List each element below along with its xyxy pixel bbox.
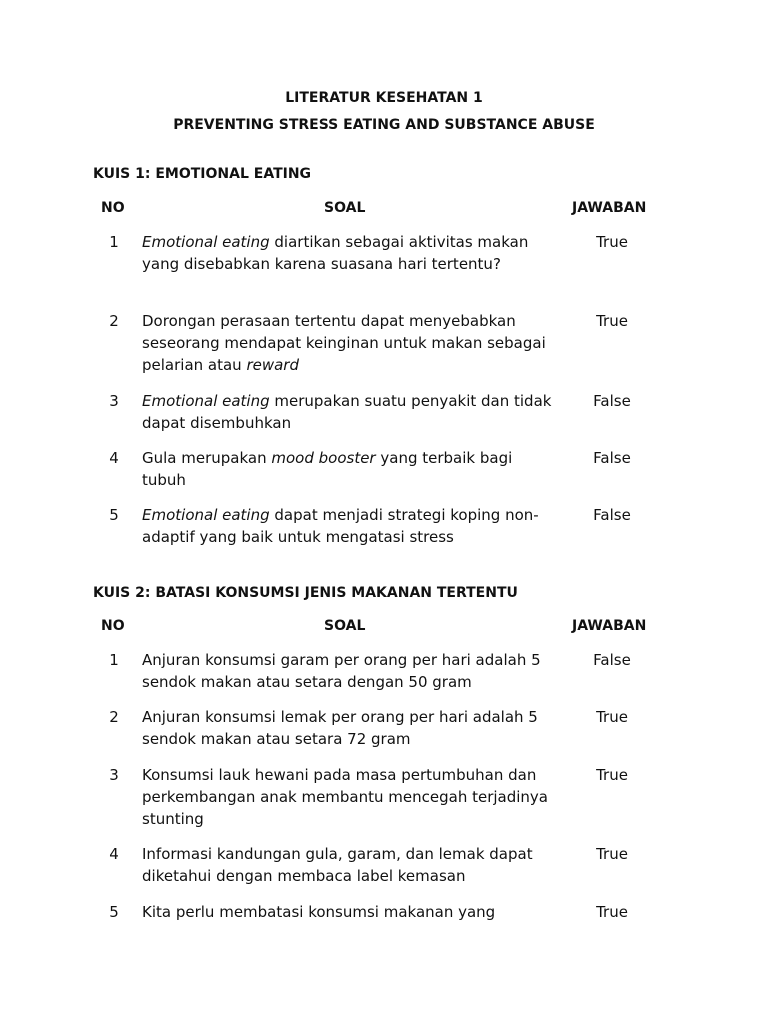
- quiz2-row5-question: Kita perlu membatasi konsumsi makanan yang: [142, 903, 496, 921]
- quiz2-row2-no: 2: [109, 708, 119, 726]
- quiz2-row5-answer: True: [596, 903, 628, 921]
- doc-title: LITERATUR KESEHATAN 1: [285, 90, 483, 106]
- quiz2-header-no: NO: [101, 618, 125, 634]
- quiz2-row4-question: Informasi kandungan gula, garam, dan lemak dapat diketahui dengan membaca label kemasan: [142, 845, 533, 885]
- quiz1-row2-answer: True: [596, 312, 628, 330]
- quiz1-row5-answer: False: [593, 506, 631, 524]
- quiz1-row2-no: 2: [109, 312, 119, 330]
- quiz2-row1-question: Anjuran konsumsi garam per orang per hari adalah 5 sendok makan atau setara dengan 50 gram: [142, 651, 541, 691]
- quiz2-row2-question: Anjuran konsumsi lemak per orang per hari adalah 5 sendok makan atau setara 72 gram: [142, 708, 538, 748]
- quiz2-title: KUIS 2: BATASI KONSUMSI JENIS MAKANAN TERTENTU: [93, 585, 518, 601]
- quiz1-row3-no: 3: [109, 392, 119, 410]
- quiz1-row4-answer: False: [593, 449, 631, 467]
- quiz2-row4-no: 4: [109, 845, 119, 863]
- quiz1-title: KUIS 1: EMOTIONAL EATING: [93, 166, 312, 182]
- quiz2-row3-no: 3: [109, 766, 119, 784]
- quiz1-row5-question: Emotional eating dapat menjadi strategi koping non-adaptif yang baik untuk mengatasi stress: [142, 506, 539, 546]
- quiz1-header-soal: SOAL: [324, 200, 366, 216]
- quiz1-row1-answer: True: [596, 233, 628, 251]
- quiz2-row3-answer: True: [596, 766, 628, 784]
- quiz1-row1-question: Emotional eating diartikan sebagai aktivitas makan yang disebabkan karena suasana hari tertentu?: [142, 233, 529, 273]
- quiz1-row3-answer: False: [593, 392, 631, 410]
- quiz2-row4-answer: True: [596, 845, 628, 863]
- quiz2-row5-no: 5: [109, 903, 119, 921]
- quiz2-row2-answer: True: [596, 708, 628, 726]
- quiz1-row1-no: 1: [109, 233, 119, 251]
- quiz1-row5-no: 5: [109, 506, 119, 524]
- quiz2-header-soal: SOAL: [324, 618, 366, 634]
- quiz1-header-no: NO: [101, 200, 125, 216]
- quiz1-header-jawaban: JAWABAN: [572, 200, 647, 216]
- doc-subtitle: PREVENTING STRESS EATING AND SUBSTANCE ABUSE: [173, 117, 595, 133]
- quiz2-row1-answer: False: [593, 651, 631, 669]
- quiz2-header-jawaban: JAWABAN: [572, 618, 647, 634]
- quiz2-row1-no: 1: [109, 651, 119, 669]
- quiz1-row2-question: Dorongan perasaan tertentu dapat menyebabkan seseorang mendapat keinginan untuk makan sebagai pelarian atau reward: [142, 312, 546, 374]
- quiz2-row3-question: Konsumsi lauk hewani pada masa pertumbuhan dan perkembangan anak membantu mencegah terjadinya stunting: [142, 766, 549, 828]
- quiz1-row4-no: 4: [109, 449, 119, 467]
- quiz1-row3-question: Emotional eating merupakan suatu penyakit dan tidak dapat disembuhkan: [142, 392, 552, 432]
- quiz1-row4-question: Gula merupakan mood booster yang terbaik bagi tubuh: [142, 449, 513, 489]
